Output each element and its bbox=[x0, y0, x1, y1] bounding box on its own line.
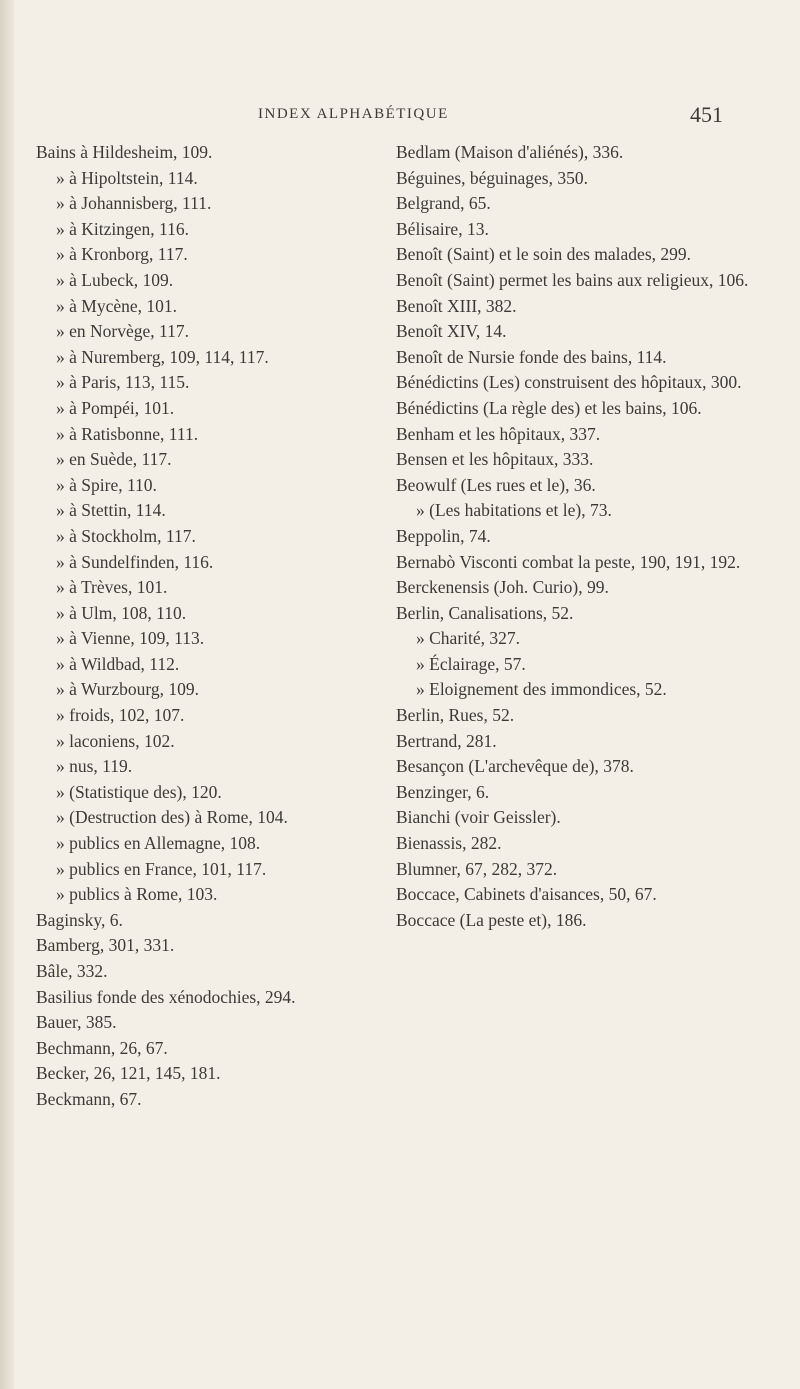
index-entry: » à Stockholm, 117. bbox=[56, 525, 196, 546]
index-entry: » à Ratisbonne, 111. bbox=[56, 423, 199, 444]
index-entry: » à Kitzingen, 116. bbox=[56, 218, 190, 239]
index-entry: Bienassis, 282. bbox=[396, 833, 502, 854]
index-entry: » en Norvège, 117. bbox=[56, 321, 189, 342]
index-entry: » Éclairage, 57. bbox=[416, 653, 526, 674]
index-entry: » publics à Rome, 103. bbox=[56, 884, 218, 905]
index-entry: Bâle, 332. bbox=[36, 961, 108, 981]
index-entry: » à Paris, 113, 115. bbox=[56, 372, 190, 393]
index-entry: Bénédictins (La règle des) et les bains, 106. bbox=[396, 397, 702, 418]
index-entry: » à Hipoltstein, 114. bbox=[56, 167, 198, 188]
index-entry: Benoît de Nursie fonde des bains, 114. bbox=[396, 346, 667, 367]
index-entry: Boccace (La peste et), 186. bbox=[396, 909, 587, 930]
index-entry: » Eloignement des immondices, 52. bbox=[416, 679, 667, 700]
page-header bbox=[0, 102, 800, 132]
index-entry: Benzinger, 6. bbox=[396, 781, 490, 802]
index-entry: » à Pompéi, 101. bbox=[56, 397, 175, 418]
index-entry: » à Lubeck, 109. bbox=[56, 269, 174, 290]
index-entry: Benoît (Saint) et le soin des malades, 299. bbox=[396, 244, 692, 265]
index-entry: » laconiens, 102. bbox=[56, 730, 175, 751]
page-number: 451 bbox=[690, 102, 723, 127]
index-entry: Berckenensis (Joh. Curio), 99. bbox=[396, 577, 609, 598]
index-entry: Bélisaire, 13. bbox=[396, 218, 489, 239]
index-entry: Benoît XIII, 382. bbox=[396, 295, 517, 316]
index-entry: Bechmann, 26, 67. bbox=[36, 1037, 168, 1058]
index-entry: » froids, 102, 107. bbox=[56, 705, 185, 726]
index-entry: » à Spire, 110. bbox=[56, 474, 157, 495]
page-binding-edge bbox=[0, 0, 14, 1389]
index-entry: Bamberg, 301, 331. bbox=[36, 935, 175, 956]
index-entry: Belgrand, 65. bbox=[396, 193, 491, 214]
index-entry: » à Trèves, 101. bbox=[56, 577, 168, 598]
index-entry: » en Suède, 117. bbox=[56, 449, 172, 470]
index-entry: Boccace, Cabinets d'aisances, 50, 67. bbox=[396, 884, 657, 905]
index-entry: » à Sundelfinden, 116. bbox=[56, 551, 214, 572]
index-entry: » à Wildbad, 112. bbox=[56, 653, 180, 674]
index-entry: Beowulf (Les rues et le), 36. bbox=[396, 474, 596, 495]
index-entry: » nus, 119. bbox=[56, 756, 133, 777]
index-column-left bbox=[36, 140, 366, 1113]
index-entry: Berlin, Rues, 52. bbox=[396, 705, 515, 726]
running-title: INDEX ALPHABÉTIQUE bbox=[258, 106, 449, 122]
index-entry: » à Nuremberg, 109, 114, 117. bbox=[56, 346, 269, 367]
index-column-right bbox=[396, 140, 768, 933]
index-entry: » à Mycène, 101. bbox=[56, 295, 178, 316]
index-entry: » (Les habitations et le), 73. bbox=[416, 500, 612, 521]
index-entry: Benoît (Saint) permet les bains aux religieux, 106. bbox=[396, 269, 749, 290]
index-entry: Berlin, Canalisations, 52. bbox=[396, 602, 574, 623]
index-entry: Béguines, béguinages, 350. bbox=[396, 167, 588, 188]
index-entry: » Charité, 327. bbox=[416, 628, 521, 649]
index-entry: » à Stettin, 114. bbox=[56, 500, 166, 521]
index-entry: Bernabò Visconti combat la peste, 190, 191, 192. bbox=[396, 551, 741, 572]
index-entry: » publics en France, 101, 117. bbox=[56, 858, 267, 879]
index-entry: Beppolin, 74. bbox=[396, 525, 491, 546]
index-entry: Besançon (L'archevêque de), 378. bbox=[396, 756, 634, 777]
index-entry: Bianchi (voir Geissler). bbox=[396, 807, 561, 828]
index-entry: Bénédictins (Les) construisent des hôpitaux, 300. bbox=[396, 372, 742, 393]
index-entry: » à Wurzbourg, 109. bbox=[56, 679, 199, 700]
index-entry: Bains à Hildesheim, 109. bbox=[36, 142, 213, 162]
index-entry: Becker, 26, 121, 145, 181. bbox=[36, 1063, 221, 1084]
index-entry: Basilius fonde des xénodochies, 294. bbox=[36, 986, 296, 1007]
index-entry: » (Statistique des), 120. bbox=[56, 781, 222, 802]
index-entry: Baginsky, 6. bbox=[36, 909, 123, 930]
index-entry: » à Kronborg, 117. bbox=[56, 244, 188, 265]
index-entry: Benoît XIV, 14. bbox=[396, 321, 507, 342]
index-entry: » publics en Allemagne, 108. bbox=[56, 833, 261, 854]
index-entry: Bauer, 385. bbox=[36, 1012, 117, 1033]
index-entry: » à Vienne, 109, 113. bbox=[56, 628, 205, 649]
index-entry: Bensen et les hôpitaux, 333. bbox=[396, 449, 594, 470]
index-entry: Blumner, 67, 282, 372. bbox=[396, 858, 558, 879]
index-entry: » (Destruction des) à Rome, 104. bbox=[56, 807, 288, 828]
index-entry: Beckmann, 67. bbox=[36, 1088, 142, 1109]
index-entry: » à Johannisberg, 111. bbox=[56, 193, 212, 214]
index-entry: » à Ulm, 108, 110. bbox=[56, 602, 187, 623]
index-entry: Benham et les hôpitaux, 337. bbox=[396, 423, 601, 444]
index-entry: Bedlam (Maison d'aliénés), 336. bbox=[396, 142, 624, 162]
index-entry: Bertrand, 281. bbox=[396, 730, 497, 751]
